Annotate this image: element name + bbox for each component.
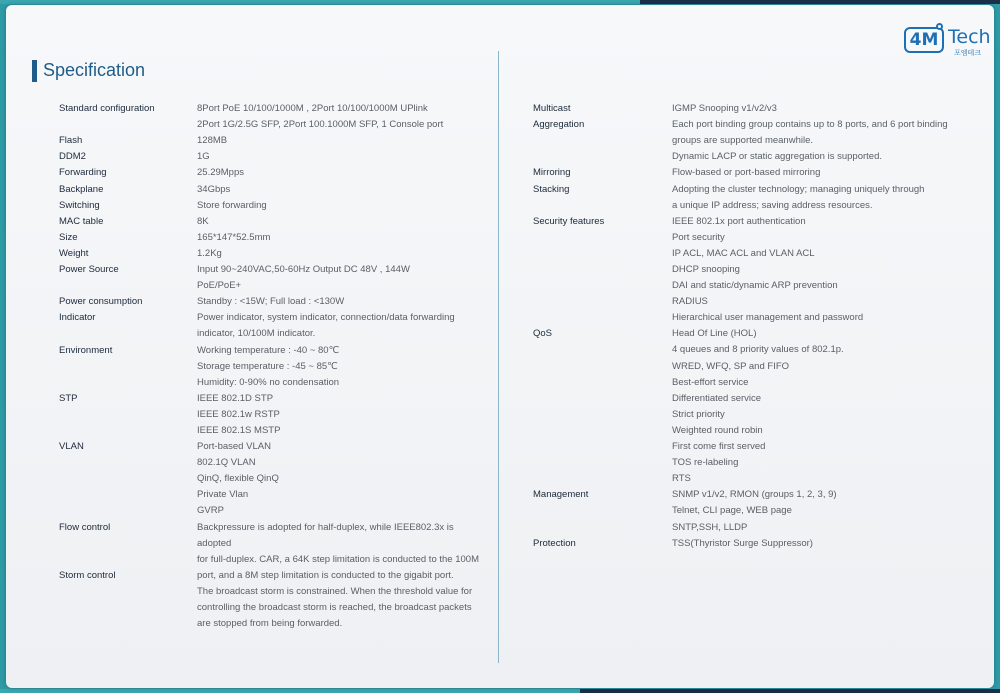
spec-label: Multicast	[533, 103, 571, 114]
top-dark-bar	[640, 0, 1000, 4]
spec-value-line: IEEE 802.1D STP	[197, 392, 274, 404]
spec-value-line: Head Of Line (HOL)	[672, 328, 757, 340]
spec-value-line: 1G	[197, 151, 210, 163]
spec-value	[197, 246, 222, 262]
spec-label: Flow control	[59, 521, 111, 533]
title-accent-bar	[32, 60, 37, 82]
logo-brand: Tech	[948, 26, 991, 48]
spec-value-line: indicator, 10/100M indicator.	[197, 328, 316, 340]
spec-value-line: a unique IP address; saving address resources.	[672, 199, 873, 211]
logo-mark: 4M	[904, 27, 944, 53]
spec-label: Storm control	[59, 569, 116, 581]
spec-value-line: IEEE 802.1x port authentication	[672, 215, 806, 227]
spec-value	[672, 182, 924, 214]
spec-value	[197, 182, 230, 198]
spec-value-line: Hierarchical user management and password	[672, 312, 864, 324]
spec-value-line: IGMP Snooping v1/v2/v3	[672, 103, 777, 114]
spec-value-line: Backpressure is adopted for half-duplex, while IEEE802.3x is	[197, 521, 454, 533]
top-accent-bar	[0, 0, 640, 4]
spec-value-line: Store forwarding	[197, 199, 267, 211]
spec-value-line: Strict priority	[672, 408, 725, 420]
spec-value-line: Humidity: 0-90% no condensation	[197, 376, 340, 388]
spec-value-line: TSS(Thyristor Surge Suppressor)	[672, 537, 813, 549]
spec-value	[197, 101, 443, 133]
spec-value-line: for full-duplex. CAR, a 64K step limitation is conducted to the 100M	[197, 553, 479, 565]
spec-label: Switching	[59, 199, 100, 211]
spec-label: Environment	[59, 344, 113, 356]
spec-value-line: 128MB	[197, 135, 228, 147]
spec-label: Flash	[59, 135, 83, 147]
spec-value	[197, 568, 472, 632]
spec-label: STP	[59, 392, 78, 404]
spec-value	[672, 536, 813, 552]
company-logo	[904, 23, 990, 59]
spec-label: QoS	[533, 328, 553, 340]
spec-value	[197, 520, 479, 568]
spec-value-line: Input 90~240VAC,50-60Hz Output DC 48V , 144W	[197, 264, 410, 275]
spec-value-line: Storage temperature : -45 ~ 85℃	[197, 360, 338, 372]
spec-value	[672, 101, 777, 117]
spec-value-line: IEEE 802.1w RSTP	[197, 408, 280, 420]
spec-value-line: Dynamic LACP or static aggregation is supported.	[672, 151, 882, 163]
spec-value-line: First come first served	[672, 441, 766, 453]
spec-label: Indicator	[59, 312, 96, 324]
spec-value	[197, 230, 270, 246]
spec-value-line: TOS re-labeling	[672, 457, 739, 469]
spec-value-line: Port-based VLAN	[197, 441, 271, 453]
spec-label: Aggregation	[533, 119, 585, 131]
spec-value-line: IP ACL, MAC ACL and VLAN ACL	[672, 247, 815, 259]
spec-value-line: Telnet, CLI page, WEB page	[672, 505, 792, 517]
spec-label: Stacking	[533, 183, 570, 195]
spec-value-line: Working temperature : -40 ~ 80℃	[197, 344, 340, 356]
spec-label: VLAN	[59, 441, 84, 453]
spec-value-line: SNTP,SSH, LLDP	[672, 521, 748, 533]
spec-value-line: Power indicator, system indicator, connection/data forwarding	[197, 312, 455, 324]
spec-value-line: WRED, WFQ, SP and FIFO	[672, 360, 790, 372]
spec-value-line: QinQ, flexible QinQ	[197, 473, 279, 485]
spec-value-line: groups are supported meanwhile.	[672, 135, 814, 147]
spec-label: MAC table	[59, 215, 104, 227]
spec-value-line: adopted	[197, 537, 232, 549]
spec-value-line: 4 queues and 8 priority values of 802.1p.	[672, 344, 844, 356]
logo-subtitle: 포엠테크	[954, 50, 982, 57]
spec-value-line: Port security	[672, 231, 725, 243]
spec-value-line: 1.2Kg	[197, 247, 222, 259]
page-title: Specification	[43, 60, 146, 80]
spec-label: Size	[59, 231, 78, 243]
spec-value-line: Adopting the cluster technology; managing uniquely through	[672, 183, 925, 195]
spec-value-line: Flow-based or port-based mirroring	[672, 167, 821, 179]
spec-value-line: controlling the broadcast storm is reached, the broadcast packets	[197, 602, 472, 614]
spec-value-line: RTS	[672, 473, 691, 485]
column-divider	[498, 51, 499, 663]
spec-value-line: 802.1Q VLAN	[197, 457, 256, 469]
spec-value-line: DAI and static/dynamic ARP prevention	[672, 280, 838, 292]
spec-value	[672, 214, 863, 327]
spec-label: Backplane	[59, 183, 104, 195]
spec-value	[197, 165, 244, 181]
spec-value-line: PoE/PoE+	[197, 280, 242, 292]
spec-value-line: 8K	[197, 215, 209, 227]
spec-label: Forwarding	[59, 167, 107, 179]
spec-value	[672, 487, 837, 535]
spec-value-line: 8Port PoE 10/100/1000M , 2Port 10/100/1000M UPlink	[197, 103, 428, 114]
spec-value	[197, 262, 410, 294]
spec-value-line: RADIUS	[672, 296, 708, 308]
spec-value	[672, 326, 844, 487]
spec-value-line: 165*147*52.5mm	[197, 231, 271, 243]
spec-value-line: Differentiated service	[672, 392, 762, 404]
spec-label: DDM2	[59, 151, 86, 163]
spec-value	[197, 439, 279, 519]
logo-dot-icon	[936, 23, 943, 30]
spec-label: Power Source	[59, 264, 119, 275]
spec-value-line: 25.29Mpps	[197, 167, 245, 179]
spec-value	[197, 310, 455, 342]
spec-label: Security features	[533, 215, 605, 227]
spec-value-line: are stopped from being forwarded.	[197, 618, 343, 630]
spec-value	[197, 294, 344, 310]
spec-value-line: SNMP v1/v2, RMON (groups 1, 2, 3, 9)	[672, 489, 837, 501]
spec-value-line: Best-effort service	[672, 376, 749, 388]
spec-value-line: port, and a 8M step limitation is conducted to the gigabit port.	[197, 569, 454, 581]
spec-label: Management	[533, 489, 589, 501]
spec-value	[197, 343, 339, 391]
spec-value	[197, 133, 227, 149]
spec-value-line: 2Port 1G/2.5G SFP, 2Port 100.1000M SFP, 1 Console port	[197, 119, 444, 131]
spec-label: Standard configuration	[59, 103, 155, 114]
spec-value-line: The broadcast storm is constrained. When the threshold value for	[197, 585, 473, 597]
spec-value	[672, 165, 820, 181]
spec-label: Weight	[59, 247, 89, 259]
spec-value	[197, 149, 210, 165]
spec-value-line: 34Gbps	[197, 183, 231, 195]
spec-value	[197, 198, 267, 214]
spec-value-line: GVRP	[197, 505, 224, 517]
spec-value	[672, 117, 948, 165]
bottom-accent-bar	[0, 689, 580, 693]
spec-value-line: IEEE 802.1S MSTP	[197, 424, 281, 436]
spec-sheet-panel	[6, 5, 994, 688]
spec-value-line: Standby : <15W; Full load : <130W	[197, 296, 345, 308]
spec-value-line: Each port binding group contains up to 8 ports, and 6 port binding	[672, 119, 948, 131]
spec-value	[197, 214, 209, 230]
spec-label: Power consumption	[59, 296, 143, 308]
spec-value-line: Private Vlan	[197, 489, 249, 501]
spec-value	[197, 391, 280, 439]
bottom-dark-bar	[580, 689, 1000, 693]
spec-value-line: DHCP snooping	[672, 263, 740, 275]
spec-label: Protection	[533, 537, 576, 549]
spec-value-line: Weighted round robin	[672, 424, 763, 436]
spec-label: Mirroring	[533, 167, 571, 179]
